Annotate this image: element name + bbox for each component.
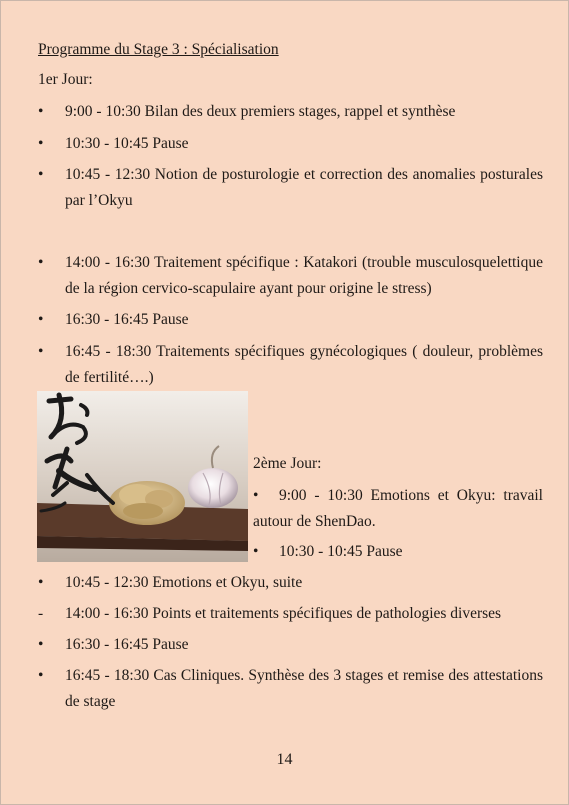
bullet-marker: • bbox=[38, 166, 44, 183]
list-item-text: 10:30 - 10:45 Pause bbox=[279, 543, 403, 560]
bullet-marker: - bbox=[38, 605, 44, 622]
list-item-text: 9:00 - 10:30 Emotions et Okyu: travail autour de ShenDao. bbox=[253, 487, 543, 530]
day1-heading: 1er Jour: bbox=[38, 71, 93, 88]
list-item-text: 16:30 - 16:45 Pause bbox=[65, 311, 189, 328]
bullet-marker: • bbox=[38, 254, 44, 271]
list-item-text: 10:30 - 10:45 Pause bbox=[65, 135, 189, 152]
bullet-marker: • bbox=[253, 543, 259, 560]
list-item-text: 16:30 - 16:45 Pause bbox=[65, 636, 189, 653]
bullet-marker: • bbox=[38, 636, 44, 653]
bullet-marker: • bbox=[38, 343, 44, 360]
list-item-text: 16:45 - 18:30 Cas Cliniques. Synthèse des 3 stages et remise des attestations de stage bbox=[65, 667, 543, 710]
bullet-marker: • bbox=[38, 667, 44, 684]
page-title: Programme du Stage 3 : Spécialisation bbox=[38, 41, 279, 58]
list-item-text: 9:00 - 10:30 Bilan des deux premiers stages, rappel et synthèse bbox=[65, 103, 456, 120]
list-item-text: 14:00 - 16:30 Traitement spécifique : Katakori (trouble musculosquelettique de la région cervico-scapulaire ayant pour origine le stress) bbox=[65, 254, 543, 297]
bullet-marker: • bbox=[38, 135, 44, 152]
list-item-text: 16:45 - 18:30 Traitements spécifiques gynécologiques ( douleur, problèmes de fertilité….) bbox=[65, 343, 543, 386]
moxa-photo bbox=[37, 391, 248, 562]
list-item-text: 10:45 - 12:30 Emotions et Okyu, suite bbox=[65, 574, 303, 591]
day2-heading: 2ème Jour: bbox=[253, 455, 322, 472]
moxa-image bbox=[37, 391, 248, 562]
bullet-marker: • bbox=[38, 103, 44, 120]
list-item-text: 14:00 - 16:30 Points et traitements spécifiques de pathologies diverses bbox=[65, 605, 502, 622]
list-item-text: 10:45 - 12:30 Notion de posturologie et correction des anomalies posturales par l’Okyu bbox=[65, 166, 543, 209]
page-number: 14 bbox=[276, 751, 293, 768]
bullet-marker: • bbox=[38, 311, 44, 328]
bullet-marker: • bbox=[38, 574, 44, 591]
bullet-marker: • bbox=[253, 487, 259, 504]
